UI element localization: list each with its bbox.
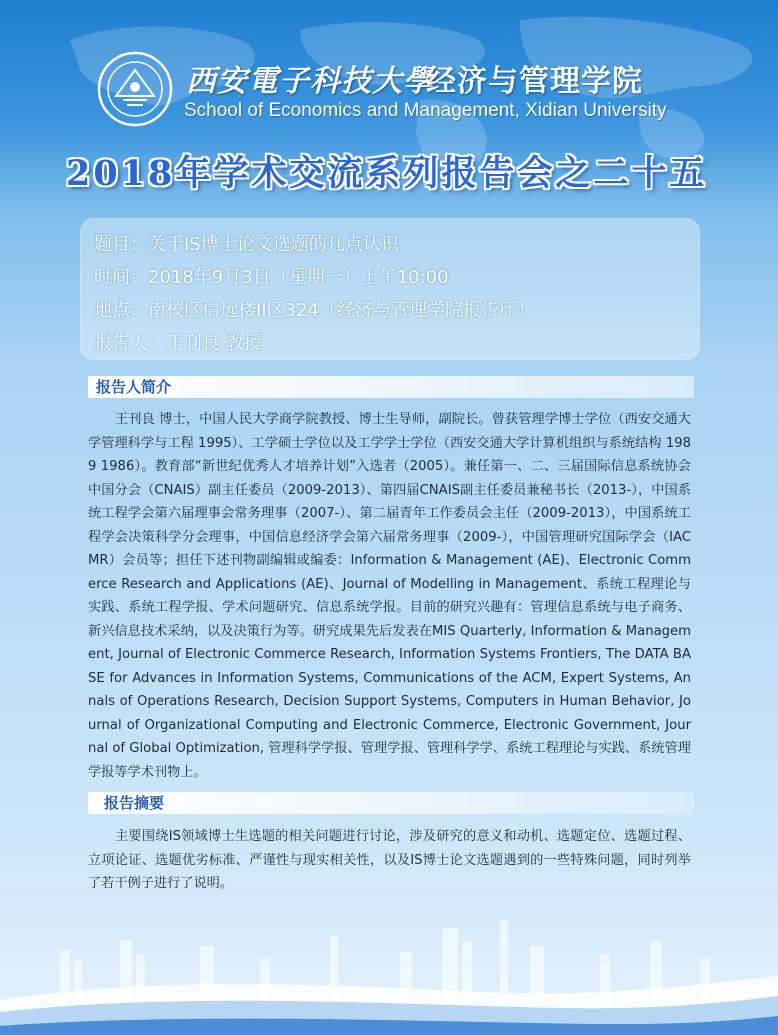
school-name-english: School of Economics and Management, Xidian University [184, 100, 667, 121]
talk-topic: 题目：关于IS博士论文选题的几点认识 [94, 234, 399, 255]
header [0, 0, 778, 200]
school-name-chinese: 经济与管理学院 [426, 64, 643, 99]
talk-time: 时间：2018年9月3日（星期一）上午10:00 [94, 267, 449, 288]
university-seal-logo [96, 50, 174, 128]
city-skyline-graphic [0, 880, 778, 1035]
abstract-heading-bar [88, 792, 694, 814]
bio-text: 王刊良 博士，中国人民大学商学院教授、博士生导师，副院长。曾获管理学博士学位（西安交通大学管理科学与工程 1995）、工学硕士学位以及工学学士学位（西安交通大学计算机组织与系统结构 1989 1986）。教育部“新世纪优秀人才培养计划”入选者（2005）。兼任第一、二、三届国际信息系统协会中国分会（CNAIS）副主任委员（2009-2013）、第四届CNAIS副主任委员兼秘书长（2013-），中国系统工程学会第六届理事会常务理事（2007-）、第二届青年工作委员会主任（2009-2013），中国系统工程学会决策科学分会理事，中国信息经济学会第六届常务理事（2009-），中国管理研究国际学会（IACMR）会员等；担任下述刊物副编辑或编委：Information & Management (AE)、Electronic Commerce Research and Applications (AE)、Journal of Modelling in Management、系统工程理论与实践、系统工程学报、学术问题研究、信息系统学报。目前的研究兴趣有：管理信息系统与电子商务、新兴信息技术采纳，以及决策行为等。研究成果先后发表在MIS Quarterly, Information & Management, Journal of Electronic Commerce Research, Information Systems Frontiers, The DATA BASE for Advances in Information Systems, Communications of the ACM, Expert Systems, Annals of Operations Research, Decision Support Systems, Computers in Human Behavior, Journal of Organizational Computing and Electronic Commerce, Electronic Government, Journal of Global Optimization, 管理科学学报、管理学报、管理科学学、系统工程理论与实践、系统管理学报等学术刊物上。 [88, 412, 691, 780]
series-title: 2018年学术交流系列报告会之二十五 [66, 153, 708, 194]
abstract-heading: 报告摘要 [96, 792, 172, 814]
abstract-text: 主要围绕IS领域博士生选题的相关问题进行讨论，涉及研究的意义和动机、选题定位、选题过程、立项论证、选题优劣标准、严谨性与现实相关性，以及IS博士论文选题遇到的一些特殊问题，同时列举了若干例子进行了说明。 [88, 829, 691, 891]
talk-info-box [80, 218, 700, 360]
talk-speaker: 报告人：王刊良 教授 [94, 333, 262, 354]
talk-place: 地点：南校区信远楼II区324（经济与管理学院报告厅） [94, 300, 535, 321]
bio-heading-bar [88, 376, 694, 398]
university-name-calligraphy: 西安電子科技大學 [186, 64, 434, 99]
bio-heading: 报告人简介 [88, 376, 179, 398]
